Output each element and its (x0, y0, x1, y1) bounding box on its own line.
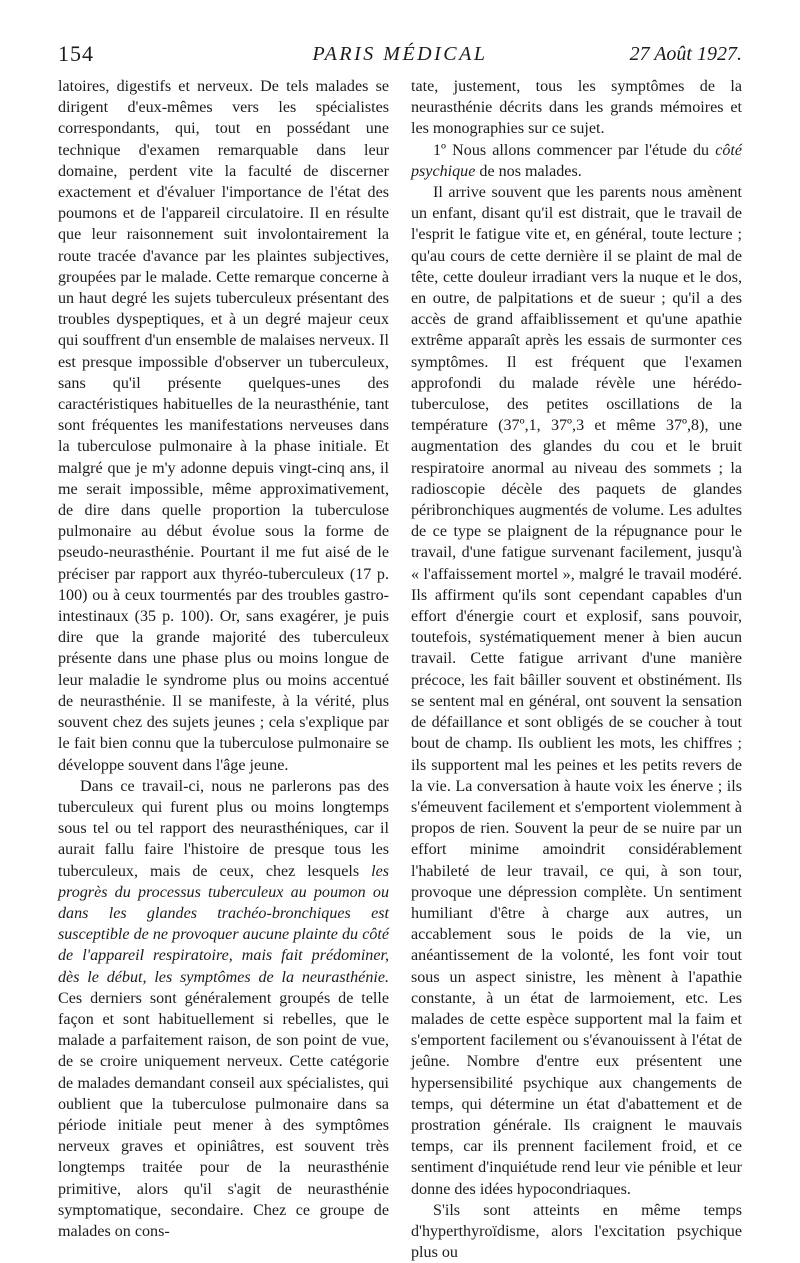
issue-date: 27 Août 1927. (629, 43, 742, 65)
italic-text: les progrès du processus tuberculeux au poumon ou dans les glandes trachéo-bronchiques est susceptible de ne provoquer aucune plainte du côté de l'appareil respiratoire, mais fait prédominer, dès le début, les symptômes de la neurasthénie. (58, 862, 389, 986)
page-header (58, 41, 742, 71)
right-column (411, 76, 742, 1263)
text-run: Ces derniers sont généralement groupés de telle façon et sont habituellement si rebelles, que le malade a parfaitement raison, de son point de vue, de se croire uniquement nerveux. Cette catégorie de malades demandant conseil aux spécialistes, qui oublient que la tuberculose pulmonaire dans sa période initiale peut mener à des symptômes nerveux graves et opiniâtres, est souvent très longtemps traitée pour de la neurasthénie primitive, alors qu'il s'agit de neurasthénie symptomatique, secondaire. Chez ce groupe de malades on cons- (58, 989, 389, 1240)
paragraph: Il arrive souvent que les parents nous amènent un enfant, disant qu'il est distrait, que le travail de l'esprit le fatigue vite et, en général, toute lecture ; qu'au cours de cette dernière il se plaint de mal de tête, cette douleur irradiant vers la nuque et le dos, en outre, de palpitations et de sueur ; qu'il a des accès de grand affaiblissement et qu'une apathie extrême apparaît après les essais de surmonter ces symptômes. Il est fréquent que l'examen approfondi du malade révèle une hérédo-tuberculose, des petites oscillations de la température (37º,1, 37º,3 et même 37º,8), une augmentation des glandes du cou et le bruit respiratoire anormal au niveau des sommets ; la radioscopie décèle des paquets de glandes péribronchiques augmentés de volume. Les adultes de ce type se plaignent de la répugnance pour le travail, d'une fatigue survenant facilement, jusqu'à « l'affaissement mortel », malgré le travail modéré. Ils affirment qu'ils sont cependant capables d'un effort d'énergie court et explosif, sans pouvoir, toutefois, systématiquement mener à bien aucun travail. Cette fatigue arrivant d'une manière précoce, les fait bâiller souvent et obstinément. Ils se sentent mal en général, ont souvent la sensation de défaillance et sont obligés de se coucher à tout bout de champ. Ils oublient les mots, les chiffres ; ils supportent mal les peines et les petits revers de la vie. La conversation à haute voix les énerve ; ils s'émeuvent facilement et s'emportent violemment à propos de rien. Souvent la peur de se nuire par un effort minime amoindrit considérablement l'habileté de leur travail, ce qui, à son tour, provoque une dépression complète. Un sentiment humiliant d'être à charge aux autres, un accablement sous le poids de la vie, un anéantissement de la volonté, les font voir tout sous un aspect sinistre, les mènent à l'apathie constante, à un état de larmoiement, etc. Les malades de cette espèce supportent mal la faim et s'emportent facilement ou s'évanouissent à l'état de jeûne. Nombre d'entre eux présentent une hypersensibilité psychique aux changements de temps, qui détermine un état d'abattement et de prostration générale. Ils craignent le mauvais temps, car ils prennent facilement froid, et ce sentiment d'inquiétude rend leur vie pénible et leur donne des idées hypocondriaques. (411, 184, 742, 1198)
paragraph: tate, justement, tous les symptômes de la neurasthénie décrits dans les grands mémoires et les monographies sur ce sujet. (411, 78, 742, 138)
left-column (58, 76, 389, 1242)
text-run: 1º Nous allons commencer par l'étude du (433, 141, 710, 159)
text-run: Dans ce travail-ci, nous ne parlerons pas des tuberculeux qui furent plus ou moins longtemps sous tel ou tel rapport des neurasthéniques, car il aurait fallu faire l'histoire de presque tous les tuberculeux, mais de ceux, chez lesquels (58, 777, 389, 880)
italic-text: côté psychique (411, 141, 743, 180)
page-number: 154 (58, 41, 94, 66)
paragraph (58, 776, 389, 1242)
paragraph: latoires, digestifs et nerveux. De tels malades se dirigent d'eux-mêmes vers les spécialistes correspondants, qui, tout en possédant une technique d'examen remarquable dans leur domaine, perdent vite la faculté de discerner exactement et d'évaluer l'importance de l'état des poumons et de l'appareil circulatoire. Il en résulte que leur raisonnement suit involontairement la route tracée d'avance par les plaintes subjectives, groupées par le malade. Cette remarque concerne à un haut degré les sujets tuberculeux présentant des troubles dyspeptiques, et à un degré majeur ceux qui souffrent d'un ensemble de malaises nerveux. Il est presque impossible d'observer un tuberculeux, sans qu'il présente quelques-unes des caractéristiques habituelles de la neurasthénie, tant sont fréquentes les manifestations nerveuses dans la tuberculose pulmonaire à la phase initiale. Et malgré que je m'y adonne depuis vingt-cinq ans, il me serait impossible, même approximativement, de dire dans quelle proportion la tuberculose pulmonaire au début évolue sous la forme de pseudo-neurasthénie. Pourtant il me fut aisé de le préciser par rapport aux thyréo-tuberculeux (17 p. 100) ou à ceux tourmentés par des troubles gastro-intestinaux (35 p. 100). Or, sans exagérer, je puis dire que la grande majorité des tuberculeux présente dans une phase plus ou moins longue de leur maladie le syndrome plus ou moins accentué de neurasthénie. Il se manifeste, à la vérité, plus souvent chez des sujets jeunes ; cela s'explique par le fait bien connu que la tuberculose pulmonaire se développe souvent dans l'âge jeune. (58, 78, 389, 774)
text-run: de nos malades. (479, 162, 582, 180)
paragraph (411, 140, 742, 182)
journal-title: PARIS MÉDICAL (312, 43, 488, 65)
paragraph: S'ils sont atteints en même temps d'hyperthyroïdisme, alors l'excitation psychique plus ou (411, 1201, 742, 1262)
